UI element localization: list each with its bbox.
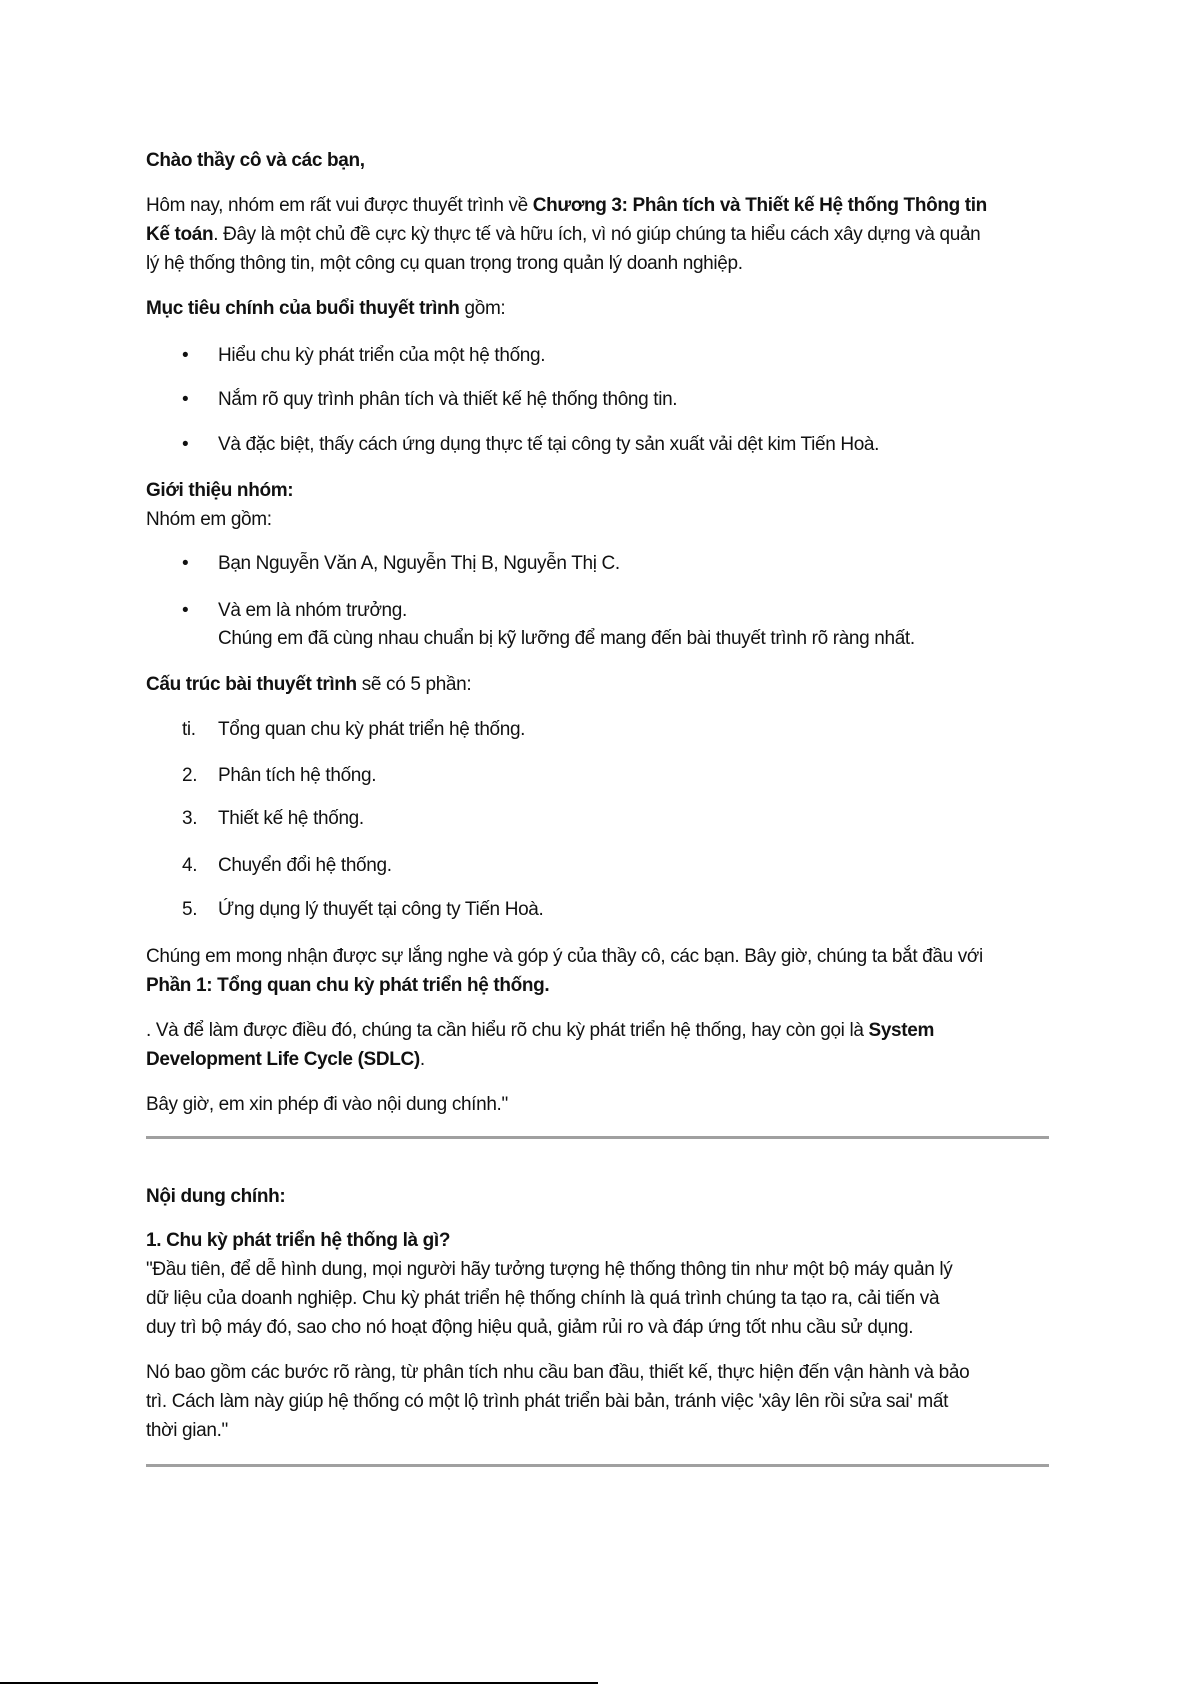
list-item-text: Tổng quan chu kỳ phát triển hệ thống. [218,719,526,740]
text-line [146,1358,1056,1387]
list-item [146,624,1056,653]
text-run: . Đây là một chủ đề cực kỳ thực tế và hữu ích, vì nó giúp chúng ta hiểu cách xây dựng và quản [213,224,981,245]
list-item [146,761,1056,790]
list-item-text: Hiểu chu kỳ phát triển của một hệ thống. [218,345,546,366]
text-line [146,1255,1056,1284]
paragraph [146,1226,1056,1342]
text-run: sẽ có 5 phần: [356,674,472,695]
list-item-text: Chuyển đổi hệ thống. [218,855,392,876]
bold-text: Mục tiêu chính của buổi thuyết trình [146,298,460,319]
list-item [146,895,1056,924]
text-line [146,1090,1056,1119]
list-item-text: Nắm rõ quy trình phân tích và thiết kế hệ thống thông tin. [218,389,678,410]
paragraph [146,146,1056,175]
text-line [146,1226,1056,1255]
text-line [146,1284,1056,1313]
list-item [146,804,1056,833]
paragraph [146,294,1056,323]
text-run: trì. Cách làm này giúp hệ thống có một lộ trình phát triển bài bản, tránh việc 'xây lên rồi sửa sai' mất [146,1391,949,1412]
paragraph [146,476,1056,534]
text-line [146,1045,1056,1074]
text-run: thời gian." [146,1420,228,1441]
text-run: . [419,1049,425,1070]
bold-text: Kế toán [146,224,214,245]
bold-text: Chương 3: Phân tích và Thiết kế Hệ thống Thông tin [532,195,987,216]
bold-text: Phần 1: Tổng quan chu kỳ phát triển hệ thống. [146,975,550,996]
paragraph [146,942,1056,1000]
list-item-text: Chúng em đã cùng nhau chuẩn bị kỹ lưỡng để mang đến bài thuyết trình rõ ràng nhất. [218,628,915,649]
bold-text: 1. Chu kỳ phát triển hệ thống là gì? [146,1230,451,1251]
text-run: Nó bao gồm các bước rõ ràng, từ phân tích nhu cầu ban đầu, thiết kế, thực hiện đến vận hành và bảo [146,1362,970,1383]
text-line [146,505,1056,534]
bullet-icon: • [182,389,189,410]
horizontal-rule [146,1136,1049,1139]
text-run: Nhóm em gồm: [146,509,272,530]
list-item-text: Ứng dụng lý thuyết tại công ty Tiến Hoà. [218,899,544,920]
text-run: duy trì bộ máy đó, sao cho nó hoạt động hiệu quả, giảm rủi ro và đáp ứng tốt nhu cầu sử dụng. [146,1317,914,1338]
paragraph [146,1016,1056,1074]
text-line [146,1387,1056,1416]
footnote-separator [0,1682,598,1684]
bold-text: System [868,1020,934,1041]
text-line [146,670,1056,699]
text-line [146,1182,1056,1211]
bullet-icon: • [182,434,189,455]
text-line [146,1016,1056,1045]
text-run: Bây giờ, em xin phép đi vào nội dung chính." [146,1094,508,1115]
text-run: gồm: [459,298,506,319]
list-number: 4. [182,855,198,876]
paragraph [146,1358,1056,1445]
list-item-text: Thiết kế hệ thống. [218,808,364,829]
bullet-icon: • [182,345,189,366]
list-number: 3. [182,808,198,829]
bold-text: Cấu trúc bài thuyết trình [146,674,357,695]
text-line [146,146,1056,175]
text-run: . Và để làm được điều đó, chúng ta cần hiểu rõ chu kỳ phát triển hệ thống, hay còn gọi là [146,1020,869,1041]
text-line [146,971,1056,1000]
bold-text: Development Life Cycle (SDLC) [146,1049,420,1070]
paragraph [146,1090,1056,1119]
list-number: ti. [182,719,196,740]
text-line [146,1313,1056,1342]
list-number: 5. [182,899,198,920]
list-item [146,715,1056,744]
text-run: lý hệ thống thông tin, một công cụ quan trọng trong quản lý doanh nghiệp. [146,253,743,274]
paragraph [146,191,1056,278]
list-item-text: Bạn Nguyễn Văn A, Nguyễn Thị B, Nguyễn Thị C. [218,553,620,574]
horizontal-rule [146,1464,1049,1467]
list-item [146,549,1056,578]
text-run: dữ liệu của doanh nghiệp. Chu kỳ phát triển hệ thống chính là quá trình chúng ta tạo ra, cải tiến và [146,1288,940,1309]
bold-text: Giới thiệu nhóm: [146,480,294,501]
text-line [146,220,1056,249]
text-line [146,1416,1056,1445]
paragraph [146,670,1056,699]
text-line [146,249,1056,278]
text-run: Chúng em mong nhận được sự lắng nghe và góp ý của thầy cô, các bạn. Bây giờ, chúng ta bắt đầu với [146,946,983,967]
text-run: "Đầu tiên, để dễ hình dung, mọi người hãy tưởng tượng hệ thống thông tin như một bộ máy quản lý [146,1259,953,1280]
list-item [146,851,1056,880]
bullet-icon: • [182,553,189,574]
list-item [146,341,1056,370]
text-line [146,191,1056,220]
text-run: Hôm nay, nhóm em rất vui được thuyết trình về [146,195,533,216]
list-number: 2. [182,765,198,786]
list-item-text: Và đặc biệt, thấy cách ứng dụng thực tế tại công ty sản xuất vải dệt kim Tiến Hoà. [218,434,880,455]
list-item [146,430,1056,459]
bold-text: Chào thầy cô và các bạn, [146,150,365,171]
list-item-text: Và em là nhóm trưởng. [218,600,407,621]
bullet-icon: • [182,600,189,621]
list-item-text: Phân tích hệ thống. [218,765,377,786]
text-line [146,294,1056,323]
text-line [146,476,1056,505]
paragraph [146,1182,1056,1211]
list-item [146,385,1056,414]
bold-text: Nội dung chính: [146,1186,286,1207]
list-item [146,596,1056,625]
text-line [146,942,1056,971]
